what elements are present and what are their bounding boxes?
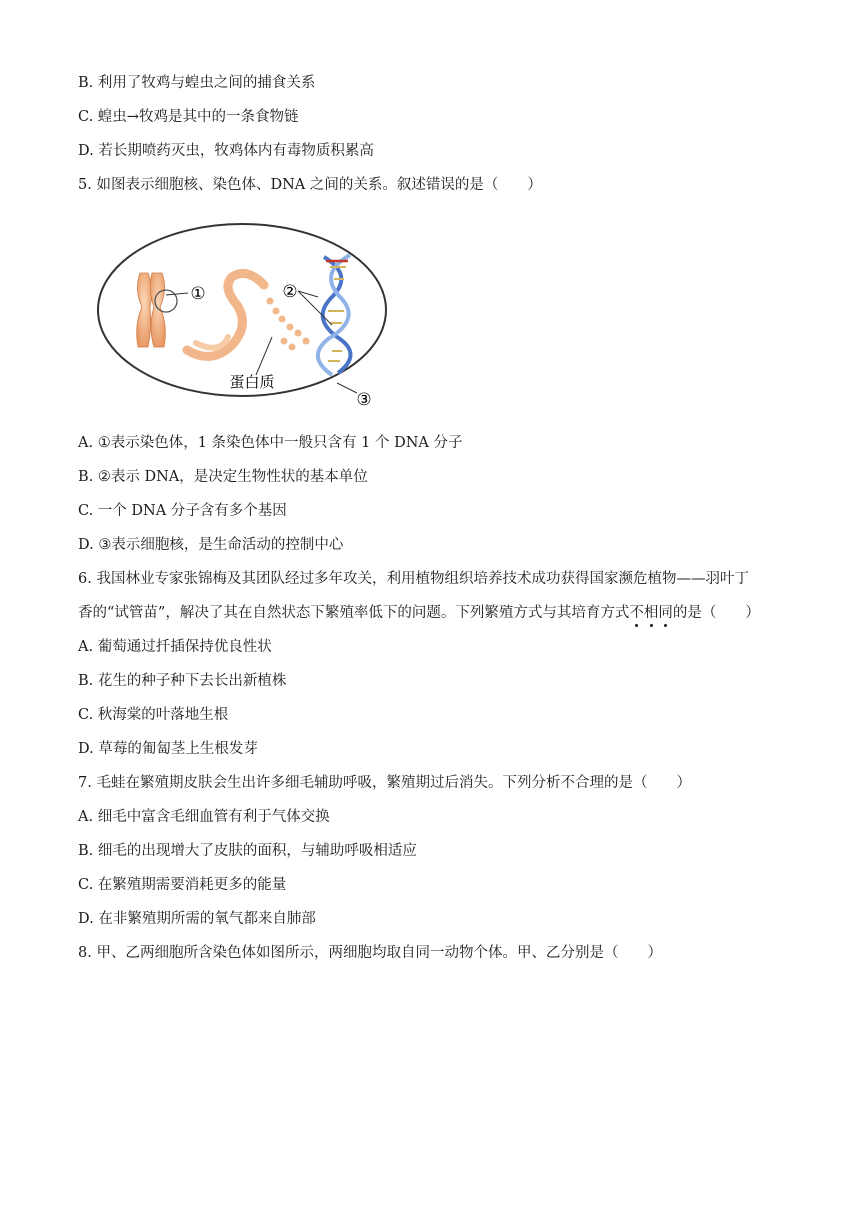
emphasis-char-1: 不 <box>629 605 644 621</box>
question-6-text-b: 的是（ ） <box>672 605 760 621</box>
option-c-q7: C. 在繁殖期需要消耗更多的能量 <box>78 877 287 893</box>
question-8: 8. 甲、乙两细胞所含染色体如图所示，两细胞均取自同一动物个体。甲、乙分别是（ ） <box>78 945 662 961</box>
chromatin-beads <box>267 298 310 351</box>
option-b-q6: B. 花生的种子种下去长出新植株 <box>78 673 287 689</box>
question-7: 7. 毛蛙在繁殖期皮肤会生出许多细毛辅助呼吸，繁殖期过后消失。下列分析不合理的是（ ） <box>78 775 691 791</box>
dna-helix <box>318 255 351 375</box>
option-c-q5: C. 一个 DNA 分子含有多个基因 <box>78 503 287 519</box>
emphasis-char-2: 相 <box>643 605 659 621</box>
option-b-q4: B. 利用了牧鸡与蝗虫之间的捕食关系 <box>78 75 316 91</box>
protein-label: 蛋白质 <box>229 373 275 391</box>
option-a-q6: A. 葡萄通过扦插保持优良性状 <box>78 639 272 655</box>
option-d-q6: D. 草莓的匍匐茎上生根发芽 <box>78 741 258 757</box>
question-6-line2 <box>78 603 760 623</box>
option-b-q7: B. 细毛的出现增大了皮肤的面积，与辅助呼吸相适应 <box>78 843 417 859</box>
option-d-q4: D. 若长期喷药灭虫，牧鸡体内有毒物质积累高 <box>78 143 374 159</box>
option-d-q7: D. 在非繁殖期所需的氧气都来自肺部 <box>78 911 316 927</box>
option-a-q5: A. ①表示染色体，1 条染色体中一般只含有 1 个 DNA 分子 <box>78 435 463 451</box>
option-c-q6: C. 秋海棠的叶落地生根 <box>78 707 229 723</box>
label-2: ② <box>282 282 298 302</box>
question-6-text-a: 香的“试管苗”，解决了其在自然状态下繁殖率低下的问题。下列繁殖方式与其培育方式 <box>78 605 630 621</box>
chromosome-shape <box>137 273 166 347</box>
question-5: 5. 如图表示细胞核、染色体、DNA 之间的关系。叙述错误的是（ ） <box>78 177 542 193</box>
nucleus-chromosome-dna-figure <box>92 215 392 415</box>
option-d-q5: D. ③表示细胞核，是生命活动的控制中心 <box>78 537 344 553</box>
option-a-q7: A. 细毛中富含毛细血管有利于气体交换 <box>78 809 330 825</box>
option-c-q4: C. 蝗虫→牧鸡是其中的一条食物链 <box>78 109 299 125</box>
label-3: ③ <box>356 390 372 410</box>
emphasis-char-3: 同 <box>658 605 673 621</box>
label-1: ① <box>190 284 206 304</box>
question-6-line1: 6. 我国林业专家张锦梅及其团队经过多年攻关，利用植物组织培养技术成功获得国家濒危植物——羽叶丁 <box>78 571 749 587</box>
option-b-q5: B. ②表示 DNA，是决定生物性状的基本单位 <box>78 469 368 485</box>
